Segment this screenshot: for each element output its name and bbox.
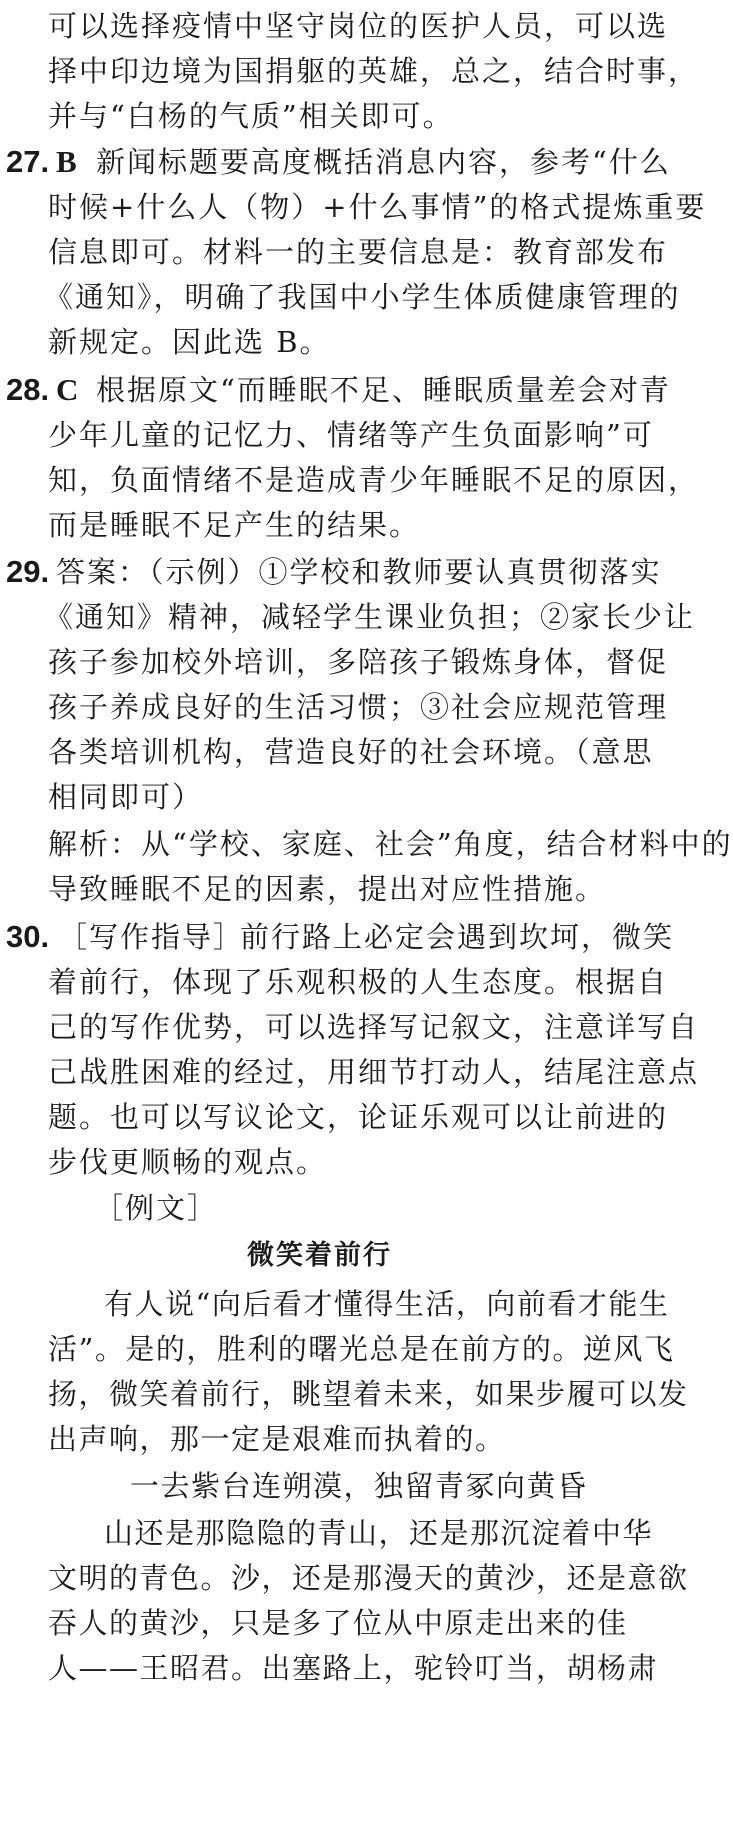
text-line: 己的写作优势，可以选择写记叙文，注意详写自 bbox=[48, 1010, 700, 1044]
text-line: 可以选择疫情中坚守岗位的医护人员，可以选 bbox=[48, 9, 669, 43]
essay-line: 活”。是的，胜利的曙光总是在前方的。逆风飞 bbox=[48, 1332, 675, 1366]
text-line: 新规定。因此选 B。 bbox=[48, 325, 331, 359]
text-line: 时候+什么人（物）+什么事情”的格式提炼重要 bbox=[48, 190, 707, 224]
answer-letter: B bbox=[56, 144, 79, 179]
text-line: 新闻标题要高度概括消息内容，参考“什么 bbox=[96, 145, 671, 179]
writing-guide-tag: ［写作指导］ bbox=[58, 920, 245, 954]
essay-line: 有人说“向后看才懂得生活，向前看才能生 bbox=[104, 1287, 670, 1321]
essay-title: 微笑着前行 bbox=[247, 1240, 392, 1271]
text-line: 前行路上必定会遇到坎坷，微笑 bbox=[240, 920, 675, 954]
text-line: 解析：从“学校、家庭、社会”角度，结合材料中的 bbox=[48, 827, 733, 861]
text-line: 己战胜困难的经过，用细节打动人，结尾注意点 bbox=[48, 1055, 700, 1089]
answer-letter: C bbox=[56, 372, 81, 407]
text-line: 《通知》精神，减轻学生课业负担；②家长少让 bbox=[44, 600, 696, 634]
text-line: 答案：（示例）①学校和教师要认真贯彻落实 bbox=[56, 555, 662, 589]
text-line: 信息即可。材料一的主要信息是：教育部发布 bbox=[48, 235, 669, 269]
question-number: 28. bbox=[6, 372, 50, 407]
essay-line: 人——王昭君。出塞路上，驼铃叮当，胡杨肃 bbox=[48, 1651, 659, 1685]
text-line: 择中印边境为国捐躯的英雄，总之，结合时事， bbox=[48, 54, 700, 88]
text-line: 步伐更顺畅的观点。 bbox=[48, 1145, 328, 1179]
text-line: 导致睡眠不足的因素，提出对应性措施。 bbox=[48, 872, 607, 906]
text-line: 根据原文“而睡眠不足、睡眠质量差会对青 bbox=[96, 373, 671, 407]
text-line: 题。也可以写议论文，论证乐观可以让前进的 bbox=[48, 1100, 669, 1134]
question-number: 30. bbox=[6, 919, 50, 954]
essay-line: 吞人的黄沙，只是多了位从中原走出来的佳 bbox=[48, 1606, 628, 1640]
text-line: 知，负面情绪不是造成青少年睡眠不足的原因， bbox=[48, 463, 700, 497]
text-line: 孩子养成良好的生活习惯；③社会应规范管理 bbox=[48, 690, 669, 724]
essay-line: 文明的青色。沙，还是那漫天的黄沙，还是意欲 bbox=[48, 1561, 689, 1595]
question-number: 27. bbox=[6, 144, 50, 179]
essay-subtitle: 一去紫台连朔漠，独留青冢向黄昏 bbox=[130, 1469, 588, 1503]
essay-line: 扬，微笑着前行，眺望着未来，如果步履可以发 bbox=[48, 1377, 689, 1411]
text-line: 并与“白杨的气质”相关即可。 bbox=[48, 99, 454, 133]
text-line: 各类培训机构，营造良好的社会环境。（意思 bbox=[48, 735, 654, 769]
text-line: 着前行，体现了乐观积极的人生态度。根据自 bbox=[48, 965, 669, 999]
text-line: 孩子参加校外培训，多陪孩子锻炼身体，督促 bbox=[48, 645, 669, 679]
essay-line: 山还是那隐隐的青山，还是那沉淀着中华 bbox=[104, 1516, 654, 1550]
text-line: 少年儿童的记忆力、情绪等产生负面影响”可 bbox=[48, 418, 654, 452]
text-line: 《通知》，明确了我国中小学生体质健康管理的 bbox=[44, 280, 681, 314]
essay-line: 出声响，那一定是艰难而执着的。 bbox=[48, 1422, 506, 1456]
text-line: 相同即可） bbox=[48, 780, 204, 814]
example-tag: ［例文］ bbox=[94, 1191, 219, 1225]
text-line: 而是睡眠不足产生的结果。 bbox=[48, 508, 421, 542]
question-number: 29. bbox=[6, 554, 50, 589]
